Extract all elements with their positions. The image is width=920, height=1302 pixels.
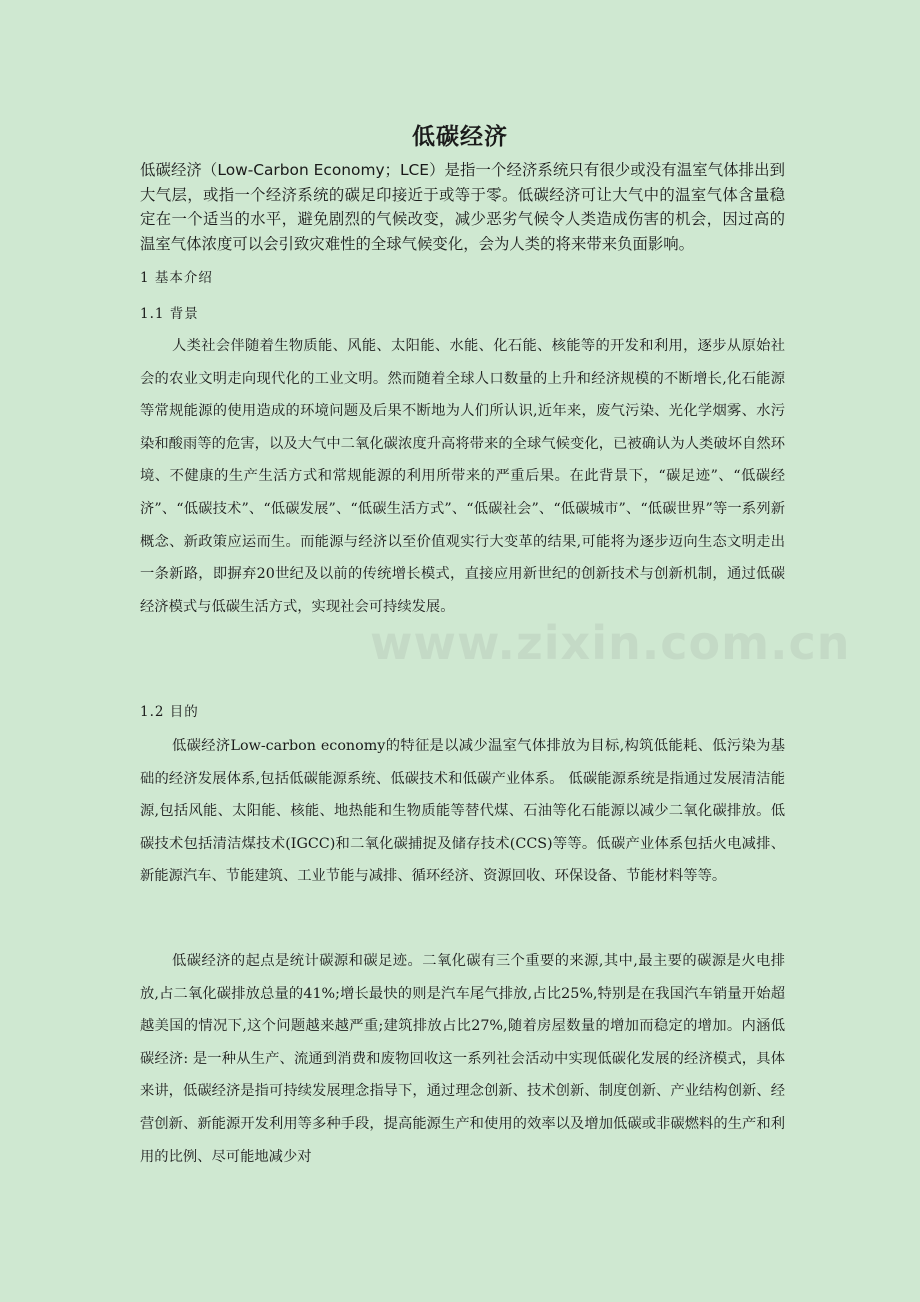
section-heading-basic-intro: 1 基本介绍 [140, 270, 213, 286]
section-heading-purpose: 1.2 目的 [140, 704, 199, 720]
watermark: www.zixin.com.cn [370, 616, 851, 670]
purpose-paragraph: 低碳经济Low-carbon economy的特征是以减少温室气体排放为目标,构筑低能耗、低污染为基础的经济发展体系,包括低碳能源系统、低碳技术和低碳产业体系。 低碳能源系统是指通过发展清洁能源,包括风能、太阳能、核能、地热能和生物质能等替代煤、石油等化石能源以减少二氧化碳排放。低碳技术包括清洁煤技术(IGCC)和二氧化碳捕捉及储存技术(CCS)等等。低碳产业体系包括火电减排、新能源汽车、节能建筑、工业节能与减排、循环经济、资源回收、环保设备、节能材料等等。 [140, 738, 785, 885]
origin-paragraph: 低碳经济的起点是统计碳源和碳足迹。二氧化碳有三个重要的来源,其中,最主要的碳源是火电排放,占二氧化碳排放总量的41%;增长最快的则是汽车尾气排放,占比25%,特别是在我国汽车销量开始超越美国的情况下,这个问题越来越严重;建筑排放占比27%,随着房屋数量的增加而稳定的增加。内涵低碳经济: 是一种从生产、流通到消费和废物回收这一系列社会活动中实现低碳化发展的经济模式，具体来讲，低碳经济是指可持续发展理念指导下，通过理念创新、技术创新、制度创新、产业结构创新、经营创新、新能源开发利用等多种手段，提高能源生产和使用的效率以及增加低碳或非碳燃料的生产和利用的比例、尽可能地减少对 [140, 953, 785, 1165]
background-paragraph: 人类社会伴随着生物质能、风能、太阳能、水能、化石能、核能等的开发和利用，逐步从原始社会的农业文明走向现代化的工业文明。然而随着全球人口数量的上升和经济规模的不断增长,化石能源等常规能源的使用造成的环境问题及后果不断地为人们所认识,近年来，废气污染、光化学烟雾、水污染和酸雨等的危害，以及大气中二氧化碳浓度升高将带来的全球气候变化，已被确认为人类破坏自然环境、不健康的生产生活方式和常规能源的利用所带来的严重后果。在此背景下，“碳足迹”、“低碳经济”、“低碳技术”、“低碳发展”、“低碳生活方式”、“低碳社会”、“低碳城市”、“低碳世界”等一系列新概念、新政策应运而生。而能源与经济以至价值观实行大变革的结果,可能将为逐步迈向生态文明走出一条新路，即摒弃20世纪及以前的传统增长模式，直接应用新世纪的创新技术与创新机制，通过低碳经济模式与低碳生活方式，实现社会可持续发展。 [140, 338, 785, 615]
intro-paragraph: 低碳经济（Low-Carbon Economy；LCE）是指一个经济系统只有很少或没有温室气体排出到大气层，或指一个经济系统的碳足印接近于或等于零。低碳经济可让大气中的温室气体含量稳定在一个适当的水平，避免剧烈的气候改变，减少恶劣气候令人类造成伤害的机会，因过高的温室气体浓度可以会引致灾难性的全球气候变化，会为人类的将来带来负面影响。 [140, 161, 785, 253]
section-heading-background: 1.1 背景 [140, 306, 199, 322]
document-title: 低碳经济 [412, 124, 508, 150]
